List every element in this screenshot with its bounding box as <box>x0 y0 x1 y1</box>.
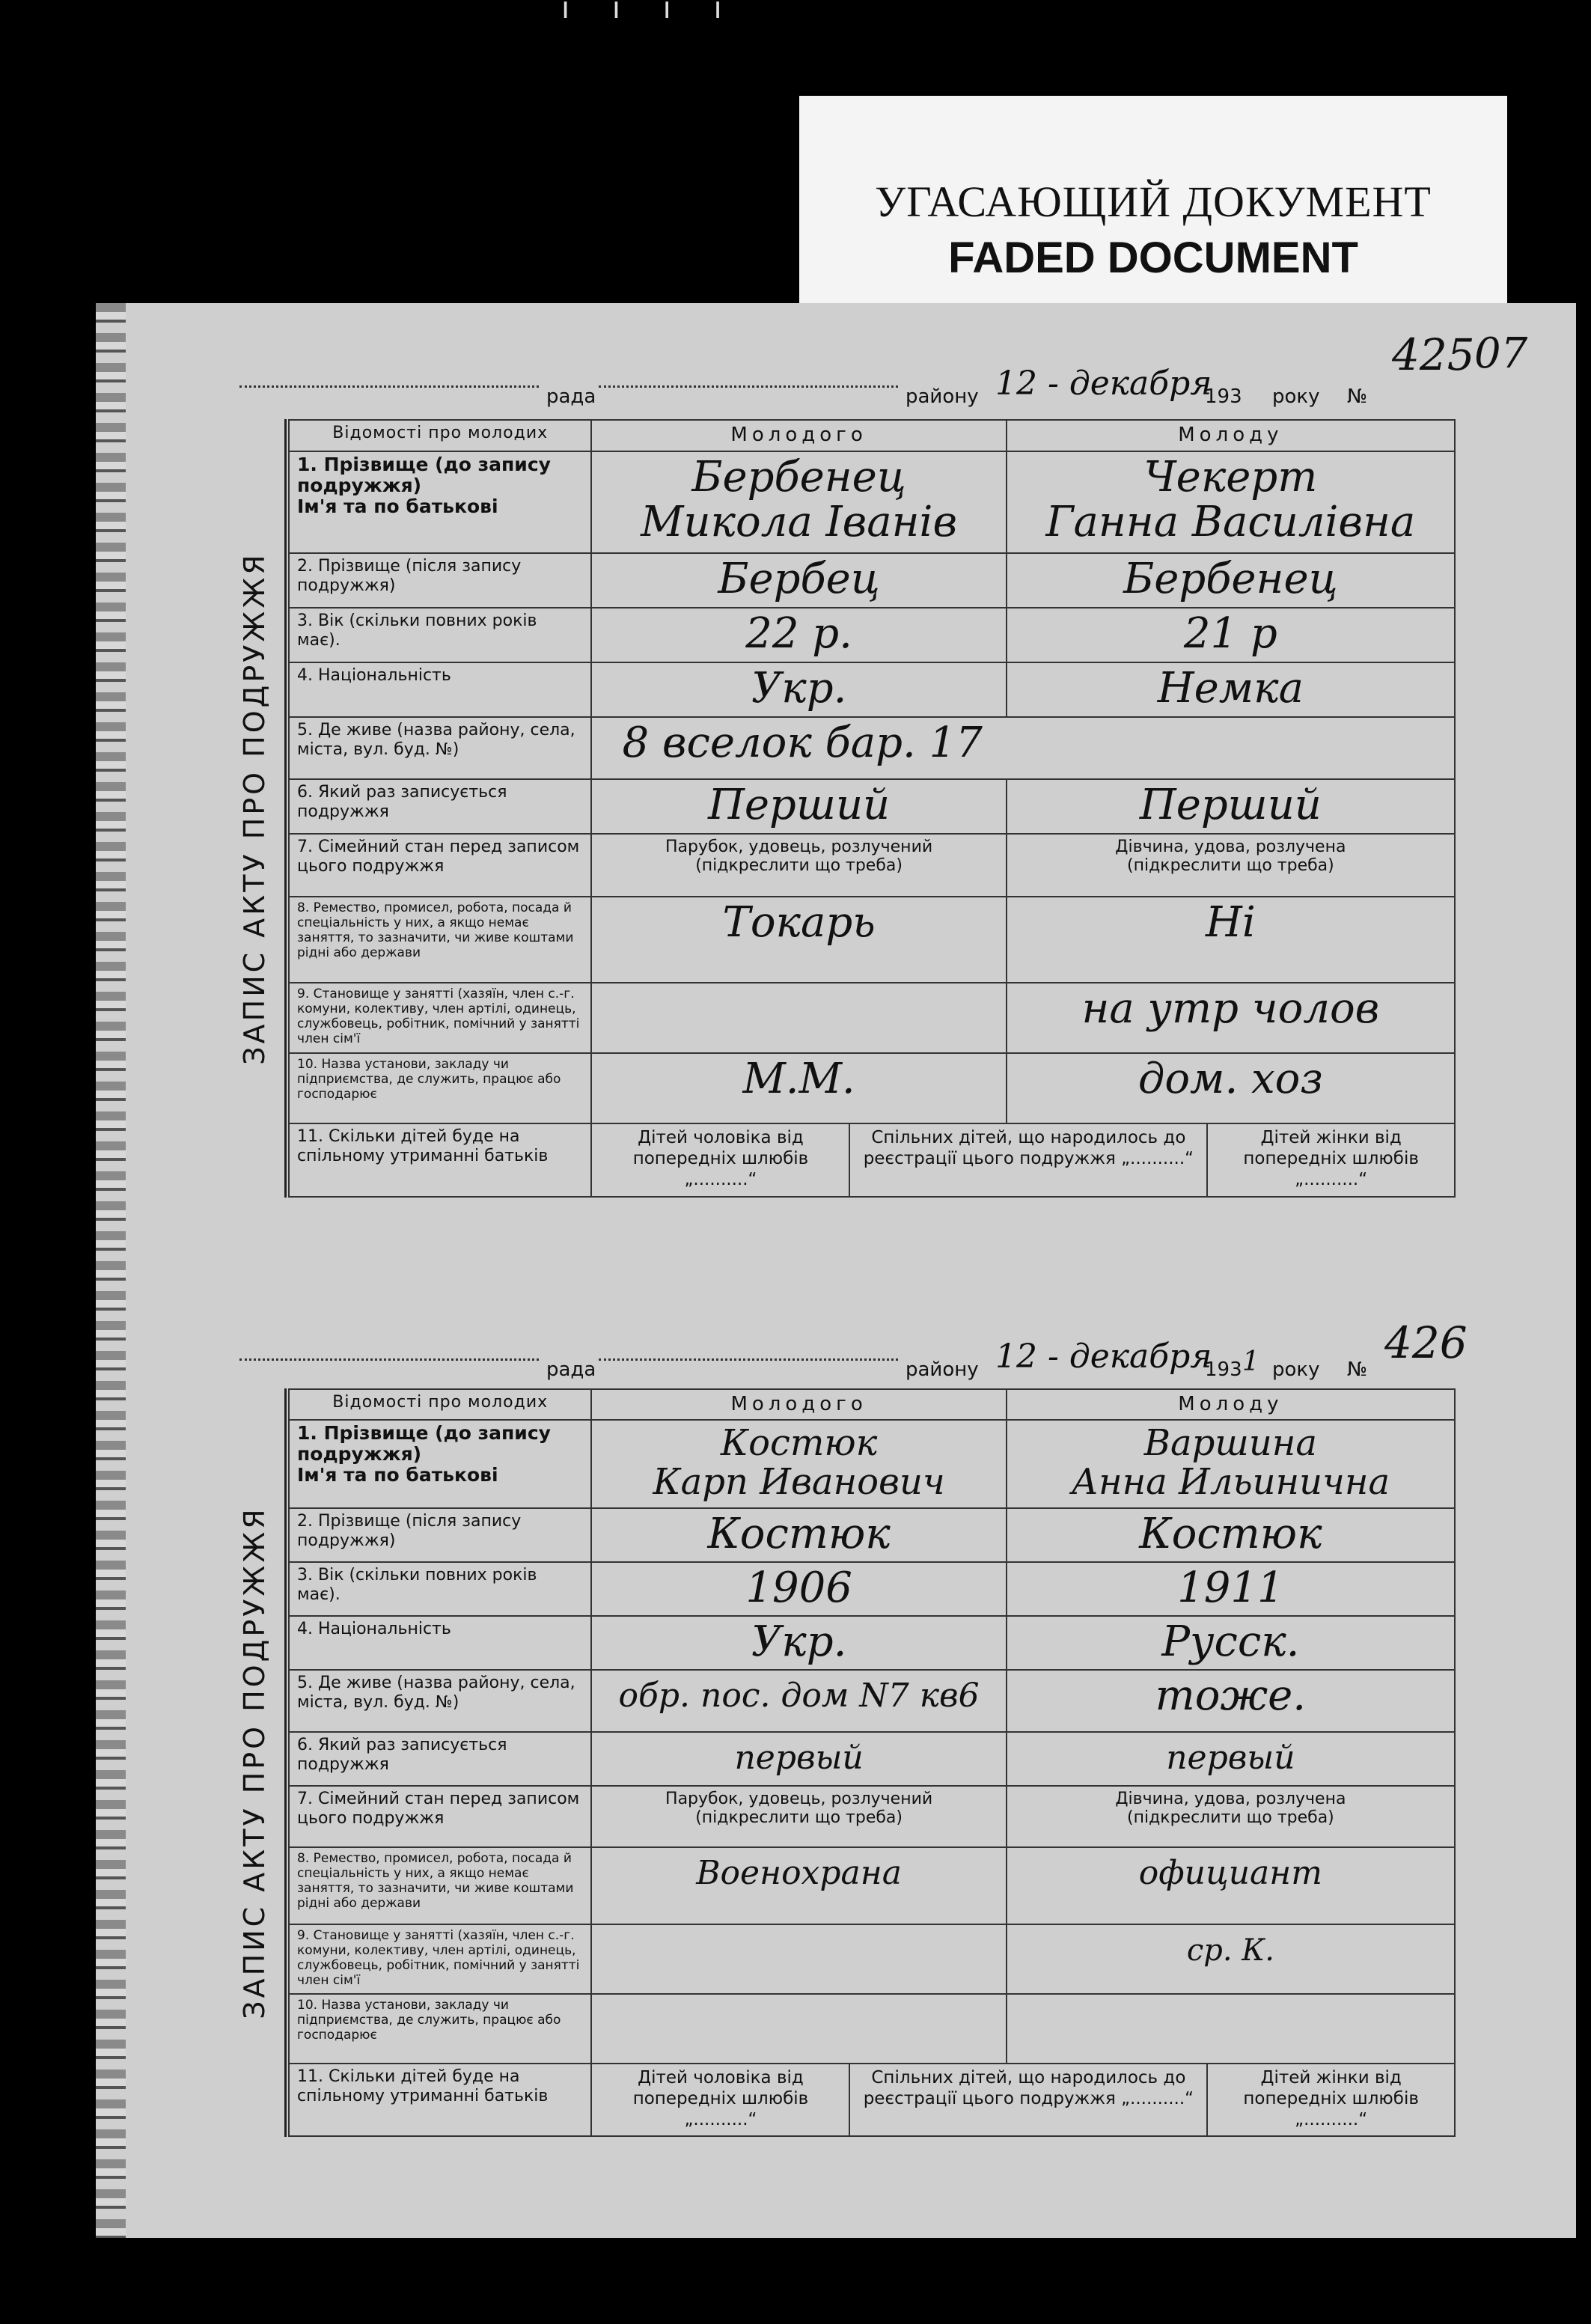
r2-groom-surname-before: Костюк <box>720 1422 878 1465</box>
rada-word: рада <box>546 1358 596 1381</box>
q11-label: 11. Скільки дітей буде на спільному утриманні батьків <box>289 2064 591 2136</box>
q3-label: 3. Вік (скільки повних років має). <box>289 1562 591 1616</box>
q10-label: 10. Назва установи, закладу чи підприємства, де служить, працює або господарює <box>289 1053 591 1123</box>
r2-children <box>591 2064 1455 2136</box>
record2-date: 12 - декабря <box>995 1338 1212 1376</box>
marital-note: (підкреслити що треба) <box>695 856 903 876</box>
marital-note: (підкреслити що треба) <box>1126 856 1334 876</box>
r2-groom-name: Карп Иванович <box>653 1461 945 1504</box>
r1-groom-name: Микола Іванів <box>641 497 958 546</box>
q7-label: 7. Сімейний стан перед записом цього подружжя <box>289 1786 591 1847</box>
r2-groom-nationality: Укр. <box>591 1616 1006 1670</box>
r1-groom-times: Перший <box>591 779 1006 834</box>
q8-label: 8. Ремество, промисел, робота, посада й спеціальність у них, а якщо немає заняття, то зазначити, чи живе коштами рідні або держави <box>289 897 591 983</box>
r2-bride-residence: тоже. <box>1007 1670 1455 1731</box>
col-info-header: Відомості про молодих <box>289 420 591 451</box>
record1-table <box>288 419 1456 1198</box>
r1-children-wife: Дітей жінки від попередніх шлюбів „..........“ <box>1243 1127 1419 1189</box>
r2-groom-position <box>591 1924 1006 1994</box>
rayon-word: району <box>906 385 979 408</box>
q5-label: 5. Де живе (назва району, села, міста, вул. буд. №) <box>289 717 591 780</box>
rada-blank <box>239 385 539 388</box>
marital-groom-options: Парубок, удовець, розлучений <box>665 1789 933 1808</box>
side-title-text: ЗАПИС АКТУ ПРО ПОДРУЖЖЯ <box>238 552 271 1065</box>
record1-date: 12 - декабря <box>995 365 1212 403</box>
q1-label: 1. Прізвище (до запису подружжя) Ім'я та по батькові <box>289 1420 591 1508</box>
number-sign: № <box>1347 1358 1368 1381</box>
record2-year-suffix: 1 <box>1242 1346 1259 1377</box>
r1-groom-institution: М.М. <box>591 1053 1006 1123</box>
r2-groom-occupation: Военохрана <box>591 1847 1006 1924</box>
q2-label: 2. Прізвище (після запису подружжя) <box>289 553 591 608</box>
r1-children-common: Спільних дітей, що народилось до реєстрації цього подружжя „..........“ <box>849 1124 1207 1196</box>
r2-groom-names <box>591 1420 1006 1508</box>
r1-groom-position <box>591 983 1006 1053</box>
r1-groom-age: 22 р. <box>591 608 1006 662</box>
label-english: FADED DOCUMENT <box>948 234 1358 282</box>
r1-bride-names <box>1007 451 1455 553</box>
q1-label: 1. Прізвище (до запису подружжя) Ім'я та по батькові <box>289 451 591 553</box>
marital-note: (підкреслити що треба) <box>695 1808 903 1827</box>
r2-bride-nationality: Русск. <box>1007 1616 1455 1670</box>
rayon-blank <box>599 1358 898 1361</box>
record2-table <box>288 1388 1456 2137</box>
r2-groom-surname-after: Костюк <box>591 1508 1006 1562</box>
r2-bride-surname-after: Костюк <box>1007 1508 1455 1562</box>
r1-residence: 8 вселок бар. 17 <box>591 717 1455 780</box>
r2-bride-occupation: официант <box>1007 1847 1455 1924</box>
r1-bride-age: 21 р <box>1007 608 1455 662</box>
col-groom-header: Молодого <box>591 1389 1006 1420</box>
record2-side-title <box>225 1388 287 2137</box>
page-binding-edge <box>96 303 126 2238</box>
q3-label: 3. Вік (скільки повних років має). <box>289 608 591 662</box>
year-prefix: 193 <box>1205 385 1242 408</box>
r1-bride-occupation: Ні <box>1007 897 1455 983</box>
q6-label: 6. Який раз записується подружжя <box>289 779 591 834</box>
record1-header <box>239 365 1474 415</box>
top-edge-marks: ı ı ı ı <box>561 0 739 25</box>
r1-bride-marital <box>1007 834 1455 897</box>
marital-bride-options: Дівчина, удова, розлучена <box>1115 1789 1346 1808</box>
r1-groom-occupation: Токарь <box>591 897 1006 983</box>
rada-blank <box>239 1358 539 1361</box>
r2-groom-institution <box>591 1994 1006 2064</box>
r1-bride-surname-after: Бербенец <box>1007 553 1455 608</box>
roku-word: року <box>1272 385 1320 408</box>
col-bride-header: Молоду <box>1007 420 1455 451</box>
r1-bride-times: Перший <box>1007 779 1455 834</box>
r1-bride-surname-before: Чекерт <box>1143 452 1318 501</box>
rada-word: рада <box>546 385 596 408</box>
q4-label: 4. Національність <box>289 1616 591 1670</box>
r1-bride-position: на утр чолов <box>1007 983 1455 1053</box>
record1-number: 425 <box>1392 329 1475 380</box>
label-russian: УГАСАЮЩИЙ ДОКУМЕНТ <box>875 177 1432 226</box>
r1-groom-names <box>591 451 1006 553</box>
r2-children-husband: Дітей чоловіка від попередніх шлюбів „..........“ <box>592 2064 849 2135</box>
rayon-blank <box>599 385 898 388</box>
r1-groom-surname-after: Бербец <box>591 553 1006 608</box>
r2-groom-times: первый <box>591 1732 1006 1786</box>
q10-label: 10. Назва установи, закладу чи підприємства, де служить, працює або господарює <box>289 1994 591 2064</box>
q9-label: 9. Становище у занятті (хазяїн, член с.-г. комуни, колективу, член артілі, одинець, службовець, робітник, помічний у занятті член сім'ї <box>289 983 591 1053</box>
q6-label: 6. Який раз записується подружжя <box>289 1732 591 1786</box>
r2-bride-name: Анна Ильинична <box>1071 1461 1390 1504</box>
r1-children <box>591 1123 1455 1197</box>
col-bride-header: Молоду <box>1007 1389 1455 1420</box>
r2-children-wife: Дітей жінки від попередніх шлюбів „..........“ <box>1243 2067 1419 2129</box>
r1-bride-name: Ганна Василівна <box>1045 497 1416 546</box>
r2-bride-marital <box>1007 1786 1455 1847</box>
number-sign: № <box>1347 385 1368 408</box>
q9-label: 9. Становище у занятті (хазяїн, член с.-г. комуни, колективу, член артілі, одинець, службовець, робітник, помічний у занятті член сім'ї <box>289 1924 591 1994</box>
r2-groom-residence: обр. пос. дом N7 кв6 <box>591 1670 1006 1731</box>
marital-bride-options: Дівчина, удова, розлучена <box>1115 838 1346 857</box>
r2-bride-position: ср. К. <box>1007 1924 1455 1994</box>
r1-bride-institution: дом. хоз <box>1007 1053 1455 1123</box>
q7-label: 7. Сімейний стан перед записом цього подружжя <box>289 834 591 897</box>
q5-label: 5. Де живе (назва району, села, міста, вул. буд. №) <box>289 1670 591 1731</box>
roku-word: року <box>1272 1358 1320 1381</box>
q11-label: 11. Скільки дітей буде на спільному утриманні батьків <box>289 1123 591 1197</box>
record1-number-extra: 07 <box>1474 329 1528 378</box>
r2-children-common: Спільних дітей, що народилось до реєстрації цього подружжя „..........“ <box>849 2064 1207 2135</box>
faded-document-label <box>799 96 1507 305</box>
rayon-word: району <box>906 1358 979 1381</box>
record2-number: 426 <box>1384 1317 1468 1368</box>
q2-label: 2. Прізвище (після запису подружжя) <box>289 1508 591 1562</box>
r2-bride-surname-before: Варшина <box>1143 1422 1317 1465</box>
r1-groom-marital <box>591 834 1006 897</box>
q4-label: 4. Національність <box>289 662 591 717</box>
r1-groom-nationality: Укр. <box>591 662 1006 717</box>
r2-bride-times: первый <box>1007 1732 1455 1786</box>
marital-groom-options: Парубок, удовець, розлучений <box>665 838 933 857</box>
r2-bride-names <box>1007 1420 1455 1508</box>
side-title-text: ЗАПИС АКТУ ПРО ПОДРУЖЖЯ <box>238 1506 271 2019</box>
r1-groom-surname-before: Бербенец <box>691 452 906 501</box>
record1-side-title <box>225 419 287 1198</box>
r1-children-husband: Дітей чоловіка від попередніх шлюбів „..........“ <box>592 1124 849 1196</box>
q8-label: 8. Ремество, промисел, робота, посада й спеціальність у них, а якщо немає заняття, то зазначити, чи живе коштами рідні або держави <box>289 1847 591 1924</box>
r1-bride-nationality: Немка <box>1007 662 1455 717</box>
col-info-header: Відомості про молодих <box>289 1389 591 1420</box>
col-groom-header: Молодого <box>591 420 1006 451</box>
year-prefix: 193 <box>1205 1358 1242 1381</box>
r2-bride-age: 1911 <box>1007 1562 1455 1616</box>
r2-groom-marital <box>591 1786 1006 1847</box>
marital-note: (підкреслити що треба) <box>1127 1808 1334 1827</box>
r2-bride-institution <box>1007 1994 1455 2064</box>
r2-groom-age: 1906 <box>591 1562 1006 1616</box>
